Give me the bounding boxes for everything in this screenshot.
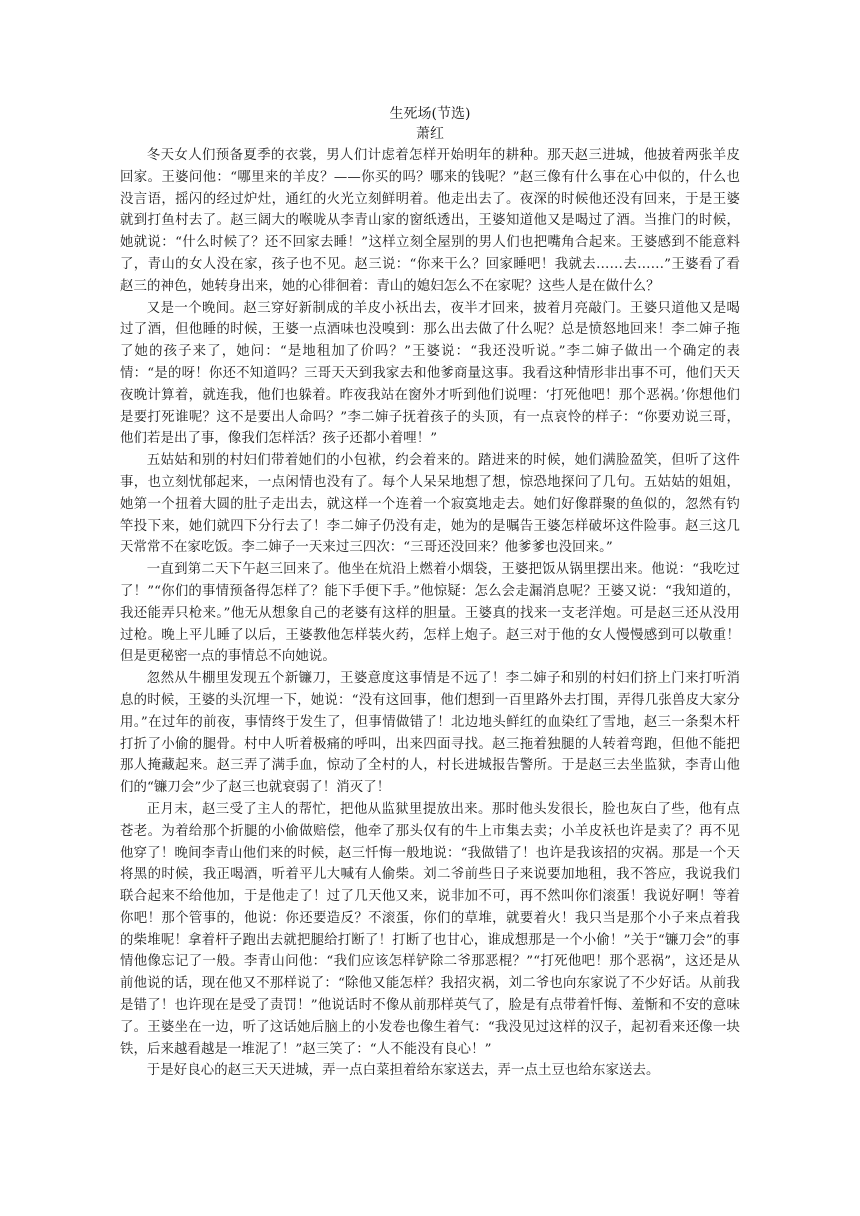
- paragraph-7: 于是好良心的赵三天天进城，弄一点白菜担着给东家送去，弄一点土豆也给东家送去。: [146, 1063, 660, 1079]
- paragraph-2: 又是一个晚间。赵三穿好新制成的羊皮小袄出去，夜半才回来，披着月亮敲门。王婆只道他又是喝过了酒，但他睡的时候，王婆一点酒味也没嗅到：那么出去做了什么呢？总是愤怒地回来！李二婶子拖了她的孩子来了，她问：“是地租加了价吗？”王婆说：“我还没听说。”李二婶子做出一个确定的表情：“是的呀！你还不知道吗？三哥天天到我家去和他爹商量这事。我看这种情形非出事不可，他们天天夜晚计算着，就连我，他们也躲着。昨夜我站在窗外才听到他们说哩：‘打死他吧！那个恶祸。’你想他们是要打死谁呢？这不是要出人命吗？”李二婶子抚着孩子的头顶，有一点哀怜的样子：“你要劝说三哥，他们若是出了事，像我们怎样活？孩子还都小着哩！”: [120, 300, 740, 447]
- paragraph-5: 忽然从牛棚里发现五个新镰刀，王婆意度这事情是不远了！李二婶子和别的村妇们挤上门来打听消息的时候，王婆的头沉埋一下，她说：“没有这回事，他们想到一百里路外去打围，弄得几张兽皮大家分用。”在过年的前夜，事情终于发生了，但事情做错了！北边地头鲜红的血染红了雪地，赵三一条梨木杆打折了小偷的腿骨。村中人听着极痛的呼叫，出来四面寻找。赵三拖着独腿的人转着弯跑，但他不能把那人掩藏起来。赵三弄了满手血，惊动了全村的人，村长进城报告警所。于是赵三去坐监狱，李青山他们的“镰刀会”少了赵三也就衰弱了！消灭了！: [120, 671, 740, 796]
- document-author: 萧红: [416, 126, 444, 142]
- document-title: 生死场(节选): [389, 106, 471, 122]
- paragraph-1: 冬天女人们预备夏季的衣裳，男人们计虑着怎样开始明年的耕种。那天赵三进城，他披着两张羊皮回家。王婆问他：“哪里来的羊皮？——你买的吗？哪来的钱呢？”赵三像有什么事在心中似的，什么也没言语，摇闪的经过炉灶，通红的火光立刻鲜明着。他走出去了。夜深的时候他还没有回来，于是王婆就到打鱼村去了。赵三阔大的喉咙从李青山家的窗纸透出，王婆知道他又是喝过了酒。当推门的时候，她就说：“什么时候了？还不回家去睡！”这样立刻全屋别的男人们也把嘴角合起来。王婆感到不能意料了，青山的女人没在家，孩子也不见。赵三说：“你来干么？回家睡吧！我就去……去……”王婆看了看赵三的神色，她转身出来，她的心徘徊着：青山的媳妇怎么不在家呢？这些人是在做什么？: [120, 148, 740, 294]
- paragraph-3: 五姑姑和别的村妇们带着她们的小包袱，约会着来的。踏进来的时候，她们满脸盈笑，但听了这件事，也立刻忧郁起来，一点闲情也没有了。每个人呆呆地想了想，惊恐地探问了几句。五姑姑的姐姐，她第一个扭着大圆的肚子走出去，就这样一个连着一个寂寞地走去。她们好像群聚的鱼似的，忽然有钓竿投下来，她们就四下分行去了！李二婶子仍没有走，她为的是嘱告王婆怎样破坏这件险事。赵三这几天常常不在家吃饭。李二婶子一天来过三四次：“三哥还没回来？他爹爹也没回来。”: [120, 453, 740, 556]
- document-page: [120, 104, 740, 1082]
- paragraph-6: 正月末，赵三受了主人的帮忙，把他从监狱里提放出来。那时他头发很长，脸也灰白了些，他有点苍老。为着给那个折腿的小偷做赔偿，他牵了那头仅有的牛上市集去卖；小羊皮袄也许是卖了？再不见他穿了！晚间李青山他们来的时候，赵三忏悔一般地说：“我做错了！也许是我该招的灾祸。那是一个天将黑的时候，我正喝酒，听着平儿大喊有人偷柴。刘二爷前些日子来说要加地租，我不答应，我说我们联合起来不给他加，于是他走了！过了几天他又来，说非加不可，再不然叫你们滚蛋！我说好啊！等着你吧！那个管事的，他说：你还要造反？不滚蛋，你们的草堆，就要着火！我只当是那个小子来点着我的柴堆呢！拿着杆子跑出去就把腿给打断了！打断了也甘心，谁成想那是一个小偷！”关于“镰刀会”的事情他像忘记了一般。李青山问他：“我们应该怎样铲除二爷那恶棍？”“打死他吧！那个恶祸”，这还是从前他说的话，现在他又不那样说了：“除他又能怎样？我招灾祸，刘二爷也向东家说了不少好话。从前我是错了！也许现在是受了责罚！”他说话时不像从前那样英气了，脸是有点带着忏悔、羞惭和不安的意味了。王婆坐在一边，听了这话她后脑上的小发卷也像生着气：“我没见过这样的汉子，起初看来还像一块铁，后来越看越是一堆泥了！”赵三笑了：“人不能没有良心！”: [120, 801, 740, 1057]
- paragraph-4: 一直到第二天下午赵三回来了。他坐在炕沿上燃着小烟袋，王婆把饭从锅里摆出来。他说：“我吃过了！”“你们的事情预备得怎样了？能下手便下手。”他惊疑：怎么会走漏消息呢？王婆又说：“我知道的，我还能弄只枪来。”他无从想象自己的老婆有这样的胆量。王婆真的找来一支老洋炮。可是赵三还从没用过枪。晚上平儿睡了以后，王婆教他怎样装火药，怎样上炮子。赵三对于他的女人慢慢感到可以敬重！但是更秘密一点的事情总不向她说。: [120, 562, 740, 665]
